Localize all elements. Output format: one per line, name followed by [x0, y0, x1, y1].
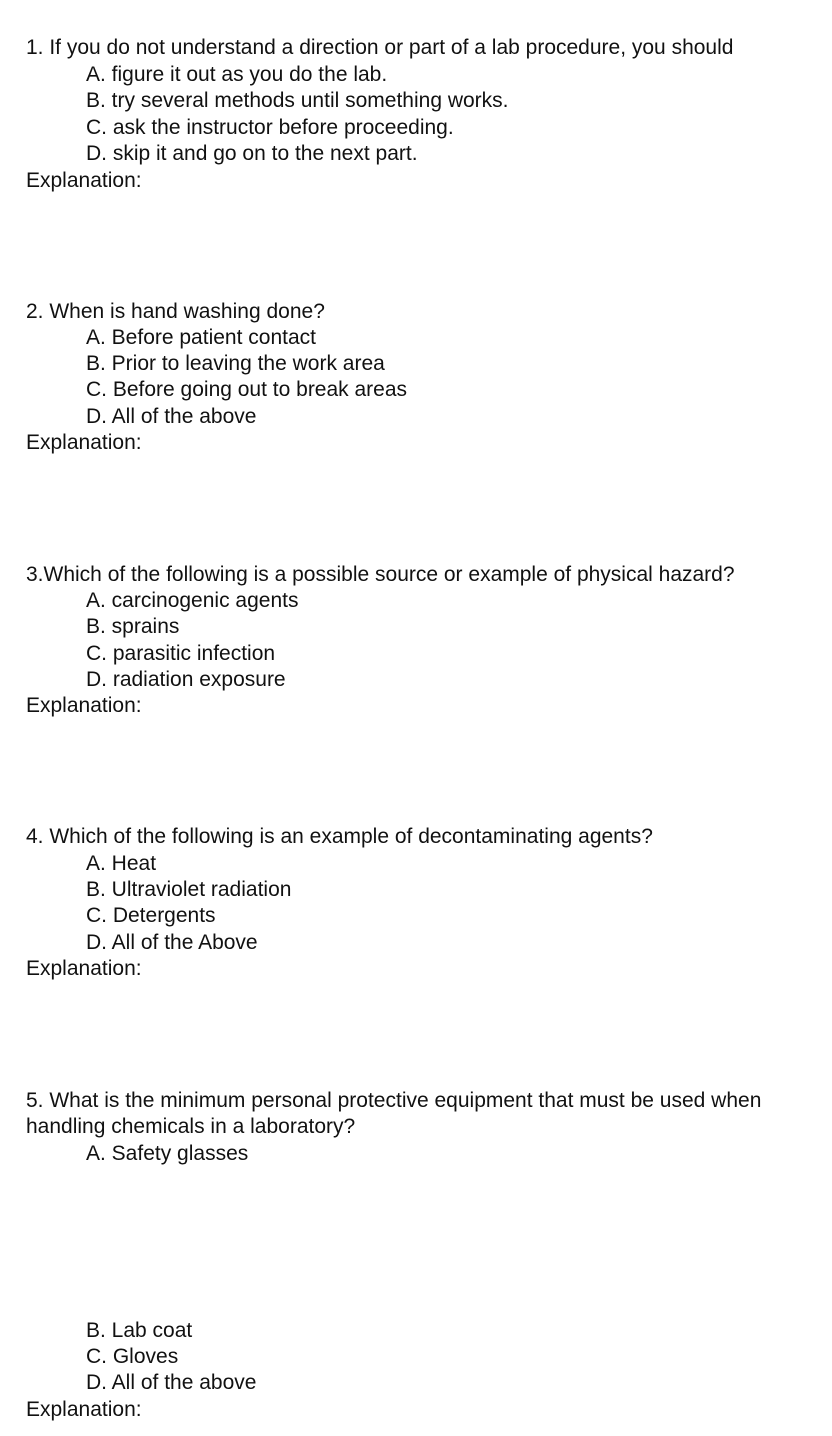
question-1-option-d: D. skip it and go on to the next part.: [86, 142, 418, 165]
question-5-stem-line-2: handling chemicals in a laboratory?: [26, 1115, 356, 1138]
question-4-stem: 4. Which of the following is an example of decontaminating agents?: [26, 825, 653, 848]
question-3-option-b: B. sprains: [86, 615, 180, 638]
question-4-option-c: C. Detergents: [86, 904, 216, 927]
question-5-option-d: D. All of the above: [86, 1371, 257, 1394]
question-3-option-d: D. radiation exposure: [86, 668, 286, 691]
question-4-explanation-label: Explanation:: [26, 957, 142, 980]
question-3-stem: 3.Which of the following is a possible source or example of physical hazard?: [26, 563, 735, 586]
question-1-option-a: A. figure it out as you do the lab.: [86, 63, 388, 86]
question-5-stem-line-1: 5. What is the minimum personal protective equipment that must be used when: [26, 1089, 762, 1112]
question-2-option-a: A. Before patient contact: [86, 326, 316, 349]
question-1-option-b: B. try several methods until something works.: [86, 89, 509, 112]
question-2-option-d: D. All of the above: [86, 405, 257, 428]
question-4-option-b: B. Ultraviolet radiation: [86, 878, 292, 901]
question-2-stem: 2. When is hand washing done?: [26, 300, 325, 323]
question-1-option-c: C. ask the instructor before proceeding.: [86, 116, 454, 139]
question-5-explanation-label: Explanation:: [26, 1398, 142, 1421]
question-2-option-c: C. Before going out to break areas: [86, 378, 408, 401]
question-5-option-a: A. Safety glasses: [86, 1142, 249, 1165]
question-5-option-b: B. Lab coat: [86, 1319, 193, 1342]
question-4-option-d: D. All of the Above: [86, 931, 258, 954]
question-2-explanation-label: Explanation:: [26, 431, 142, 454]
question-1-explanation-label: Explanation:: [26, 169, 142, 192]
question-5-option-c: C. Gloves: [86, 1345, 179, 1368]
question-3-option-c: C. parasitic infection: [86, 642, 276, 665]
question-3-option-a: A. carcinogenic agents: [86, 589, 299, 612]
question-2-option-b: B. Prior to leaving the work area: [86, 352, 385, 375]
question-3-explanation-label: Explanation:: [26, 694, 142, 717]
question-4-option-a: A. Heat: [86, 852, 157, 875]
question-1-stem: 1. If you do not understand a direction or part of a lab procedure, you should: [26, 36, 734, 59]
